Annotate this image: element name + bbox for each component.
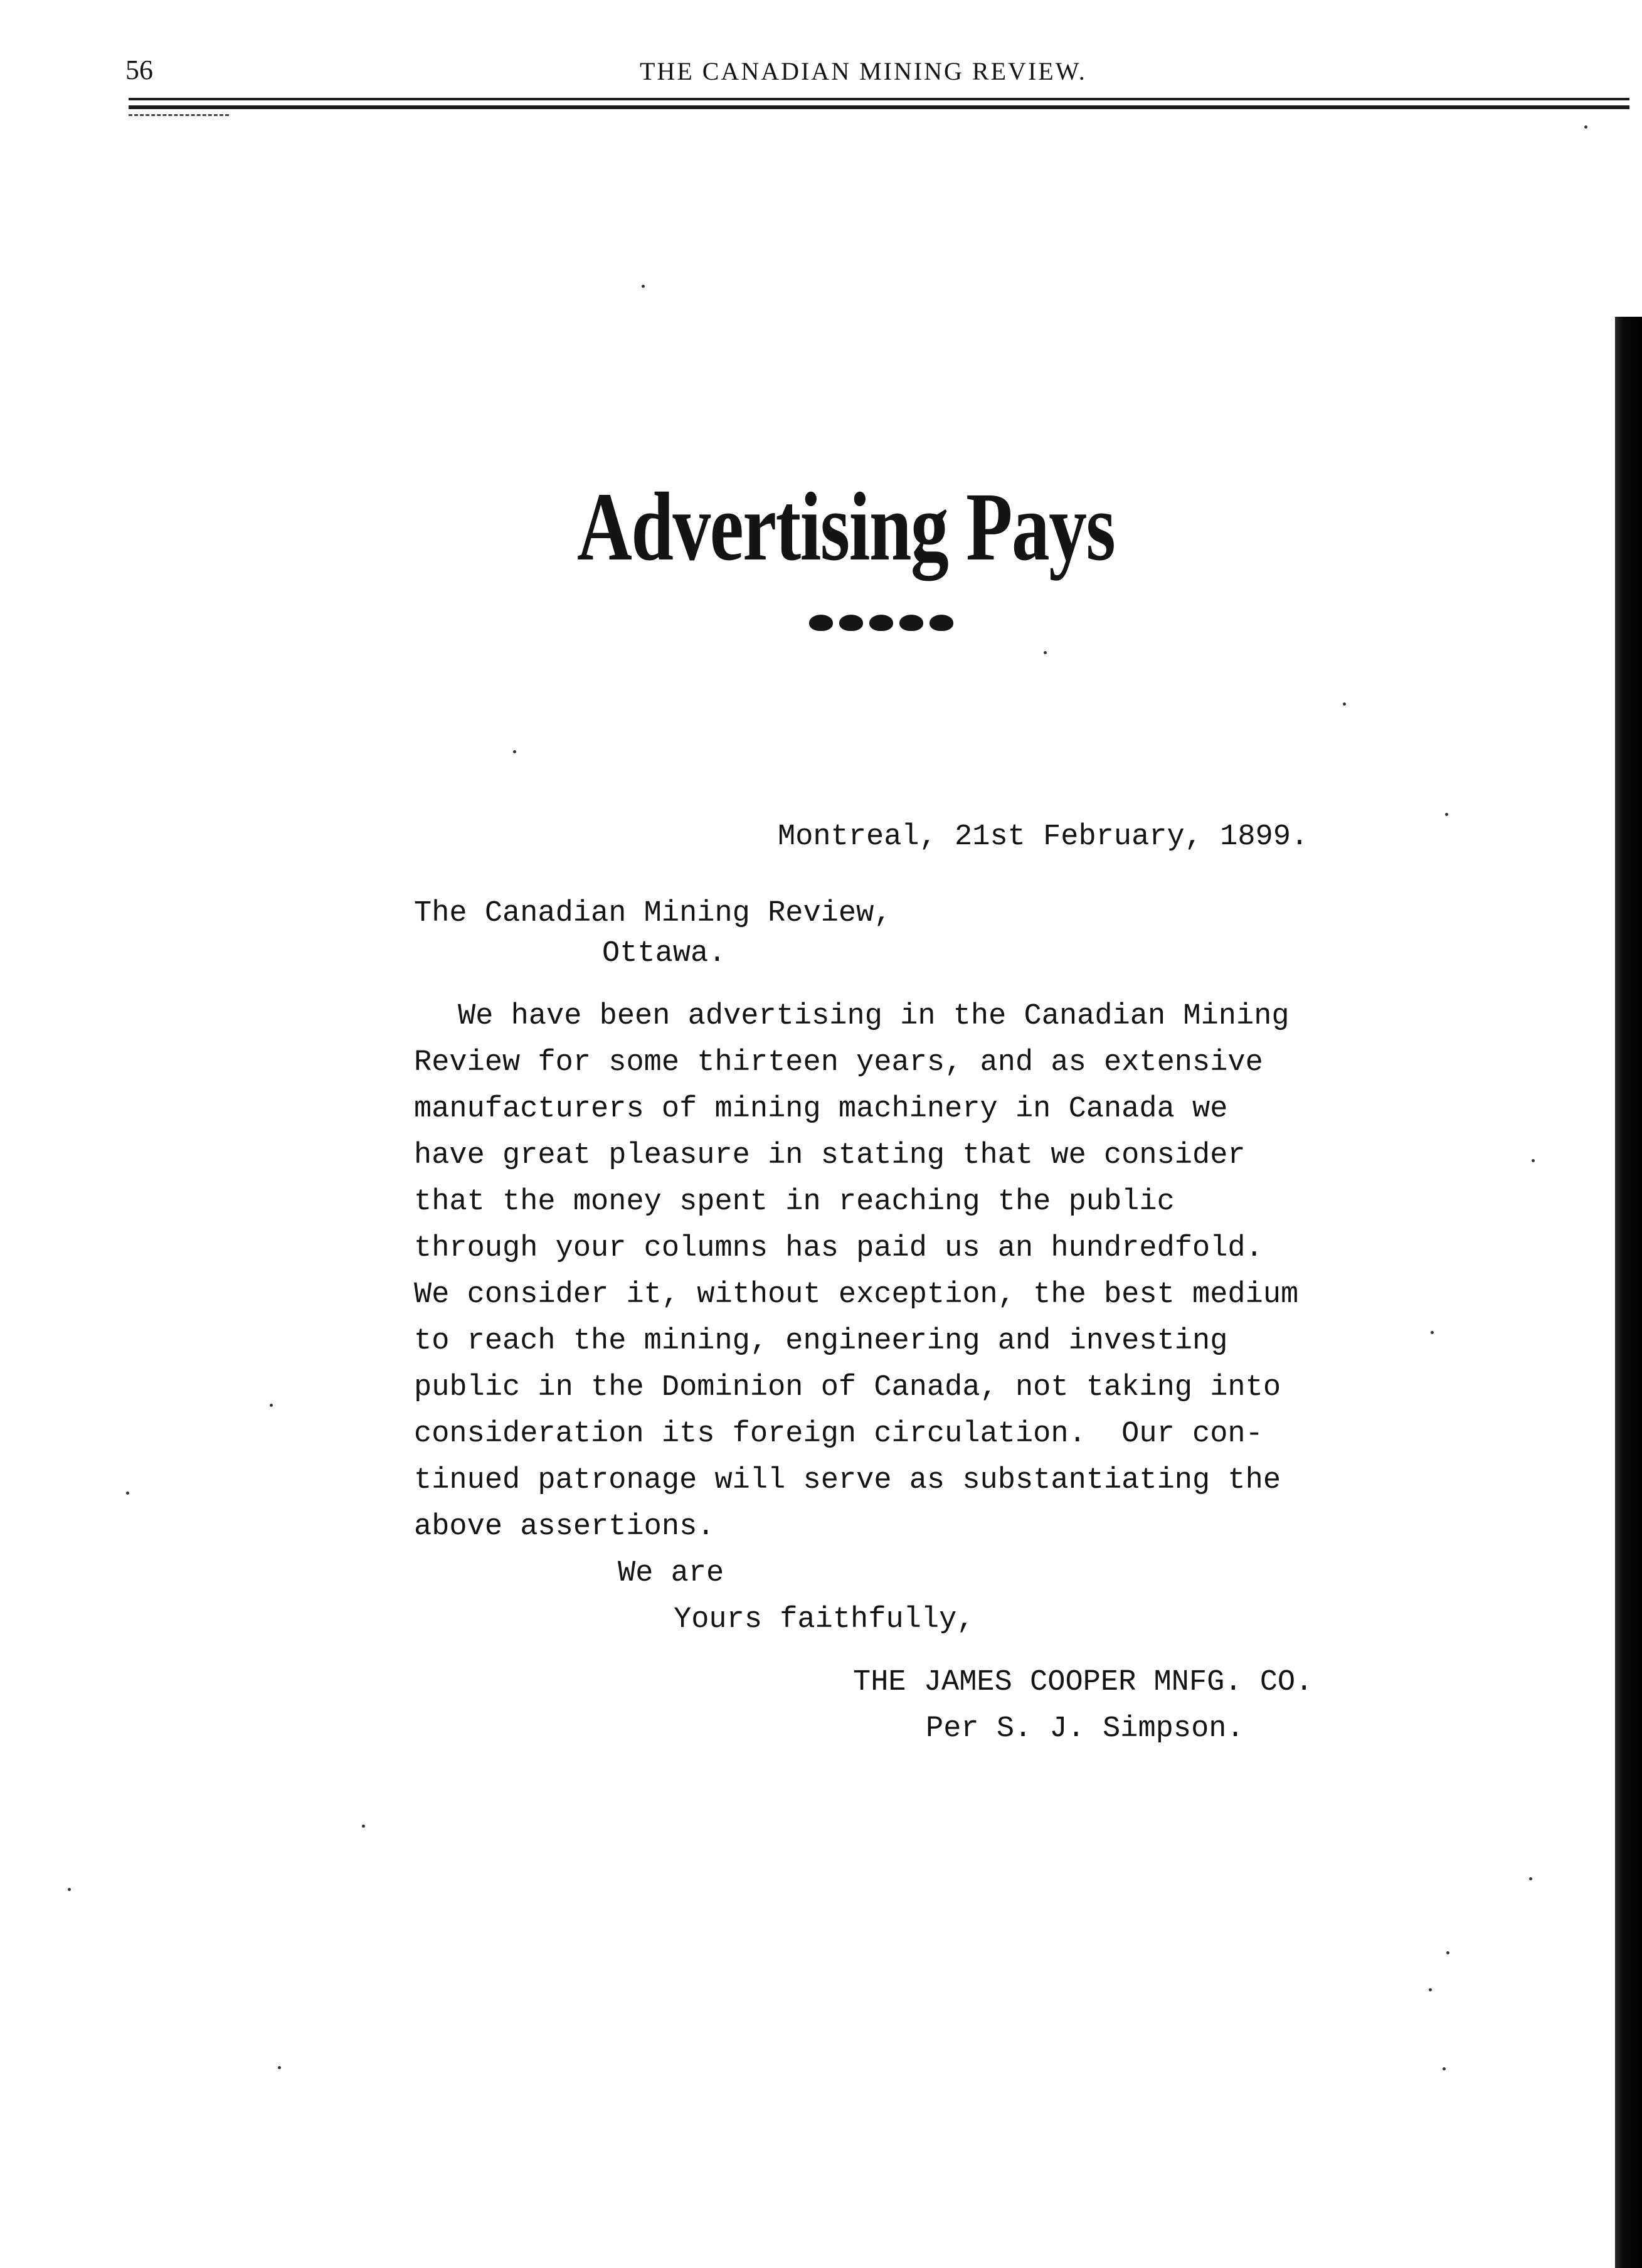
ornament-leaf-icon	[869, 615, 893, 631]
scan-speck	[1529, 1877, 1532, 1880]
scan-speck	[1429, 1988, 1432, 1991]
scan-speck	[362, 1825, 365, 1828]
page-edge-shadow	[1615, 317, 1642, 2268]
ornament-leaf-icon	[839, 615, 863, 631]
scan-speck	[1343, 702, 1346, 706]
scan-speck	[278, 2066, 281, 2069]
letter-body-line: that the money spent in reaching the public	[414, 1185, 1175, 1219]
letter-body-line: consideration its foreign circulation. Our con-	[414, 1417, 1263, 1451]
letter-body-line: We have been advertising in the Canadian Mining	[458, 1000, 1290, 1033]
letter-body-line: Review for some thirteen years, and as extensive	[414, 1046, 1263, 1079]
advertisement-headline: Advertising Pays	[577, 472, 1115, 581]
letter-body-line: public in the Dominion of Canada, not taking into	[414, 1371, 1281, 1404]
scan-speck	[1445, 813, 1448, 816]
letter-dateline: Montreal, 21st February, 1899.	[778, 820, 1309, 854]
letter-closing: We are	[618, 1557, 724, 1590]
letter-recipient-city: Ottawa.	[602, 937, 726, 970]
five-leaf-ornament-icon	[809, 615, 953, 631]
scan-speck	[1443, 2067, 1446, 2070]
scan-speck	[68, 1888, 71, 1891]
ornament-leaf-icon	[930, 615, 953, 631]
scan-speck	[1584, 125, 1587, 129]
scan-speck	[1431, 1331, 1434, 1334]
scan-speck	[513, 750, 516, 753]
ornament-leaf-icon	[809, 615, 833, 631]
page-number: 56	[125, 55, 153, 85]
letter-recipient: The Canadian Mining Review,	[414, 897, 892, 930]
letter-signature-person: Per S. J. Simpson.	[926, 1712, 1244, 1746]
scan-speck	[1044, 651, 1047, 654]
scan-speck	[1532, 1159, 1535, 1162]
header-rule-thin	[129, 98, 1629, 100]
letter-closing: Yours faithfully,	[674, 1603, 975, 1636]
running-title: THE CANADIAN MINING REVIEW.	[640, 57, 1087, 85]
header-rule-thick	[129, 105, 1629, 109]
letter-body-line: manufacturers of mining machinery in Canada we	[414, 1093, 1228, 1126]
scan-speck	[1446, 1951, 1449, 1954]
header-rule-dashed	[129, 114, 229, 116]
scan-speck	[126, 1492, 129, 1495]
letter-body-line: above assertions.	[414, 1510, 715, 1544]
scan-speck	[270, 1404, 273, 1407]
letter-signature-company: THE JAMES COOPER MNFG. CO.	[853, 1666, 1313, 1699]
letter-body-line: tinued patronage will serve as substantiating the	[414, 1464, 1281, 1497]
ornament-leaf-icon	[899, 615, 923, 631]
letter-body-line: have great pleasure in stating that we consider	[414, 1139, 1246, 1172]
letter-body-line: through your columns has paid us an hundredfold.	[414, 1232, 1263, 1265]
letter-body-line: to reach the mining, engineering and investing	[414, 1325, 1228, 1358]
letter-body-line: We consider it, without exception, the best medium	[414, 1278, 1299, 1312]
scan-speck	[642, 285, 645, 288]
